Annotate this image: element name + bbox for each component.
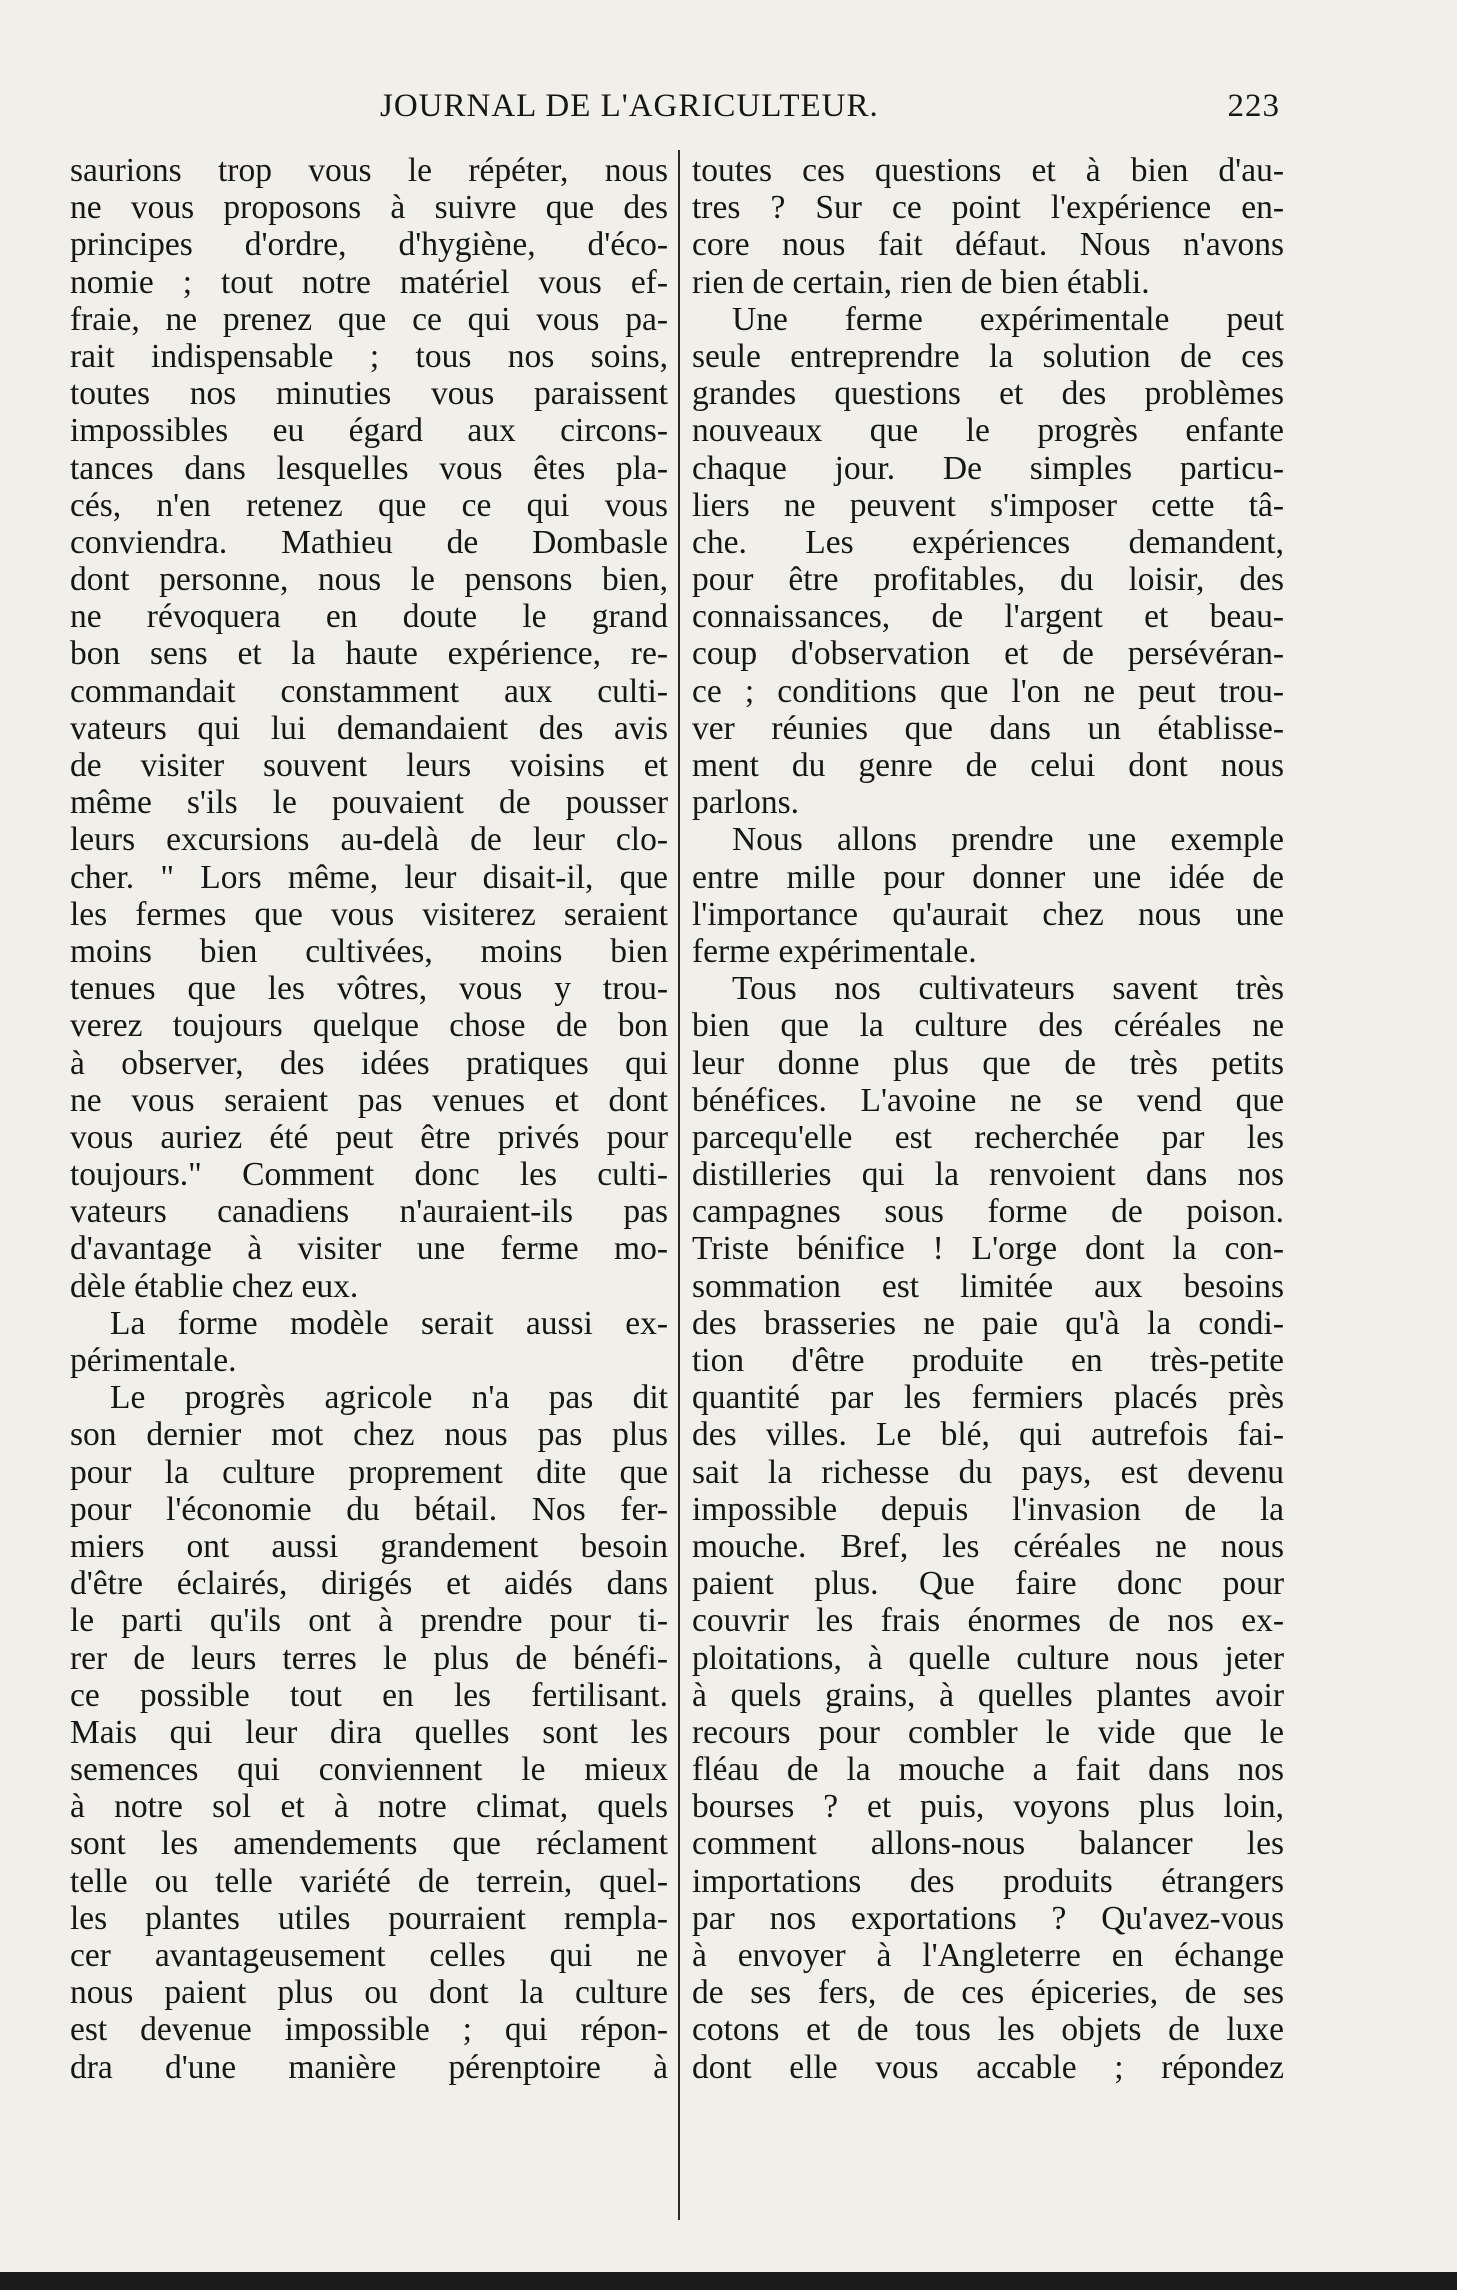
text-line: d'être éclairés, dirigés et aidés dans <box>70 1565 668 1603</box>
text-line: conviendra. Mathieu de Dombasle <box>70 523 668 561</box>
text-line: chaque jour. De simples particu- <box>692 449 1284 487</box>
journal-title: JOURNAL DE L'AGRICULTEUR. <box>380 88 879 124</box>
text-line: les plantes utiles pourraient rempla- <box>70 1899 668 1937</box>
text-line: connaissances, de l'argent et beau- <box>692 598 1284 636</box>
text-line: ne vous seraient pas venues et dont <box>70 1081 668 1119</box>
text-line: bourses ? et puis, voyons plus loin, <box>692 1788 1284 1826</box>
text-line: pour être profitables, du loisir, des <box>692 561 1284 599</box>
text-line: grandes questions et des problèmes <box>692 375 1284 413</box>
text-line: son dernier mot chez nous pas plus <box>70 1416 668 1454</box>
text-line: ferme expérimentale. <box>692 932 977 970</box>
column-divider <box>678 150 680 2220</box>
text-line: des villes. Le blé, qui autrefois fai- <box>692 1416 1284 1454</box>
text-line: parcequ'elle est recherchée par les <box>692 1118 1284 1156</box>
left-text-column <box>70 152 668 2086</box>
text-line: tances dans lesquelles vous êtes pla- <box>70 449 668 487</box>
text-line: tres ? Sur ce point l'expérience en- <box>692 189 1284 227</box>
text-line: le parti qu'ils ont à prendre pour ti- <box>70 1602 668 1640</box>
text-line: mouche. Bref, les céréales ne nous <box>692 1527 1284 1565</box>
text-line: Le progrès agricole n'a pas dit <box>110 1379 668 1417</box>
right-text-column <box>692 152 1284 2086</box>
text-line: entre mille pour donner une idée de <box>692 858 1284 896</box>
text-line: leur donne plus que de très petits <box>692 1044 1284 1082</box>
text-line: ment du genre de celui dont nous <box>692 747 1284 784</box>
text-line: saurions trop vous le répéter, nous <box>70 152 668 189</box>
text-line: tenues que les vôtres, vous y trou- <box>70 970 668 1008</box>
text-line: coup d'observation et de persévéran- <box>692 635 1284 673</box>
text-line: bien que la culture des céréales ne <box>692 1007 1284 1045</box>
text-line: ploitations, à quelle culture nous jeter <box>692 1639 1284 1677</box>
text-line: périmentale. <box>70 1342 237 1379</box>
text-line: à envoyer à l'Angleterre en échange <box>692 1937 1284 1974</box>
text-line: rait indispensable ; tous nos soins, <box>70 337 668 375</box>
text-line: sont les amendements que réclament <box>70 1825 668 1863</box>
text-line: toujours." Comment donc les culti- <box>70 1156 668 1194</box>
text-line: leurs excursions au-delà de leur clo- <box>70 821 668 859</box>
text-line: ne révoquera en doute le grand <box>70 598 668 636</box>
text-line: parlons. <box>692 784 799 822</box>
text-line: ce possible tout en les fertilisant. <box>70 1676 668 1714</box>
text-line: couvrir les frais énormes de nos ex- <box>692 1602 1284 1640</box>
text-line: distilleries qui la renvoient dans nos <box>692 1156 1284 1194</box>
text-line: impossibles eu égard aux circons- <box>70 412 668 450</box>
text-line: commandait constamment aux culti- <box>70 672 668 710</box>
text-line: dont personne, nous le pensons bien, <box>70 561 668 599</box>
text-line: toutes ces questions et à bien d'au- <box>692 152 1284 189</box>
text-line: dèle établie chez eux. <box>70 1267 359 1305</box>
text-line: che. Les expériences demandent, <box>692 523 1284 561</box>
text-line: dont elle vous accable ; répondez <box>692 2048 1284 2086</box>
text-line: sait la richesse du pays, est devenu <box>692 1453 1284 1491</box>
text-line: bénéfices. L'avoine ne se vend que <box>692 1081 1284 1119</box>
text-line: pour l'économie du bétail. Nos fer- <box>70 1490 668 1528</box>
text-line: telle ou telle variété de terrein, quel- <box>70 1862 668 1900</box>
text-line: à quels grains, à quelles plantes avoir <box>692 1676 1284 1714</box>
text-line: des brasseries ne paie qu'à la condi- <box>692 1304 1284 1342</box>
text-line: La forme modèle serait aussi ex- <box>110 1304 668 1342</box>
text-line: de visiter souvent leurs voisins et <box>70 747 668 784</box>
text-line: pour la culture proprement dite que <box>70 1453 668 1491</box>
text-line: vateurs qui lui demandaient des avis <box>70 709 668 747</box>
text-line: nouveaux que le progrès enfante <box>692 412 1284 450</box>
text-line: à observer, des idées pratiques qui <box>70 1044 668 1082</box>
bottom-edge <box>0 2272 1457 2290</box>
text-line: core nous fait défaut. Nous n'avons <box>692 226 1284 264</box>
text-line: quantité par les fermiers placés près <box>692 1379 1284 1417</box>
text-line: cher. " Lors même, leur disait-il, que <box>70 858 668 896</box>
text-line: de ses fers, de ces épiceries, de ses <box>692 1974 1284 2012</box>
text-line: semences qui conviennent le mieux <box>70 1751 668 1789</box>
text-line: Mais qui leur dira quelles sont les <box>70 1713 668 1751</box>
text-line: est devenue impossible ; qui répon- <box>70 2011 668 2049</box>
text-line: l'importance qu'aurait chez nous une <box>692 895 1284 933</box>
text-line: dra d'une manière pérenptoire à <box>70 2048 668 2086</box>
text-line: vateurs canadiens n'auraient-ils pas <box>70 1193 668 1231</box>
text-line: campagnes sous forme de poison. <box>692 1193 1284 1231</box>
text-line: Tous nos cultivateurs savent très <box>732 970 1284 1008</box>
text-line: nomie ; tout notre matériel vous ef- <box>70 263 668 301</box>
text-line: paient plus. Que faire donc pour <box>692 1565 1284 1603</box>
text-line: toutes nos minuties vous paraissent <box>70 375 668 413</box>
text-line: fléau de la mouche a fait dans nos <box>692 1751 1284 1789</box>
text-line: rien de certain, rien de bien établi. <box>692 263 1150 301</box>
text-line: bon sens et la haute expérience, re- <box>70 635 668 673</box>
text-line: cés, n'en retenez que ce qui vous <box>70 486 668 524</box>
text-line: cer avantageusement celles qui ne <box>70 1937 668 1974</box>
text-line: principes d'ordre, d'hygiène, d'éco- <box>70 226 668 264</box>
text-line: tion d'être produite en très-petite <box>692 1342 1284 1379</box>
text-line: par nos exportations ? Qu'avez-vous <box>692 1899 1284 1937</box>
text-line: nous paient plus ou dont la culture <box>70 1974 668 2012</box>
text-line: seule entreprendre la solution de ces <box>692 337 1284 375</box>
text-line: rer de leurs terres le plus de bénéfi- <box>70 1639 668 1677</box>
text-line: comment allons-nous balancer les <box>692 1825 1284 1863</box>
text-line: même s'ils le pouvaient de pousser <box>70 784 668 822</box>
text-line: ne vous proposons à suivre que des <box>70 189 668 227</box>
page-number: 223 <box>1227 88 1280 124</box>
text-line: liers ne peuvent s'imposer cette tâ- <box>692 486 1284 524</box>
text-line: Triste bénifice ! L'orge dont la con- <box>692 1230 1284 1268</box>
text-line: ver réunies que dans un établisse- <box>692 709 1284 747</box>
text-line: sommation est limitée aux besoins <box>692 1267 1284 1305</box>
text-line: fraie, ne prenez que ce qui vous pa- <box>70 300 668 338</box>
text-line: importations des produits étrangers <box>692 1862 1284 1900</box>
text-line: recours pour combler le vide que le <box>692 1713 1284 1751</box>
text-line: Nous allons prendre une exemple <box>732 821 1284 859</box>
text-line: ce ; conditions que l'on ne peut trou- <box>692 672 1284 710</box>
text-line: vous auriez été peut être privés pour <box>70 1118 668 1156</box>
text-line: d'avantage à visiter une ferme mo- <box>70 1230 668 1268</box>
text-line: miers ont aussi grandement besoin <box>70 1527 668 1565</box>
text-line: verez toujours quelque chose de bon <box>70 1007 668 1045</box>
text-line: Une ferme expérimentale peut <box>732 300 1284 338</box>
text-line: cotons et de tous les objets de luxe <box>692 2011 1284 2049</box>
text-line: moins bien cultivées, moins bien <box>70 932 668 970</box>
text-line: impossible depuis l'invasion de la <box>692 1490 1284 1528</box>
text-line: les fermes que vous visiterez seraient <box>70 895 668 933</box>
text-line: à notre sol et à notre climat, quels <box>70 1788 668 1826</box>
